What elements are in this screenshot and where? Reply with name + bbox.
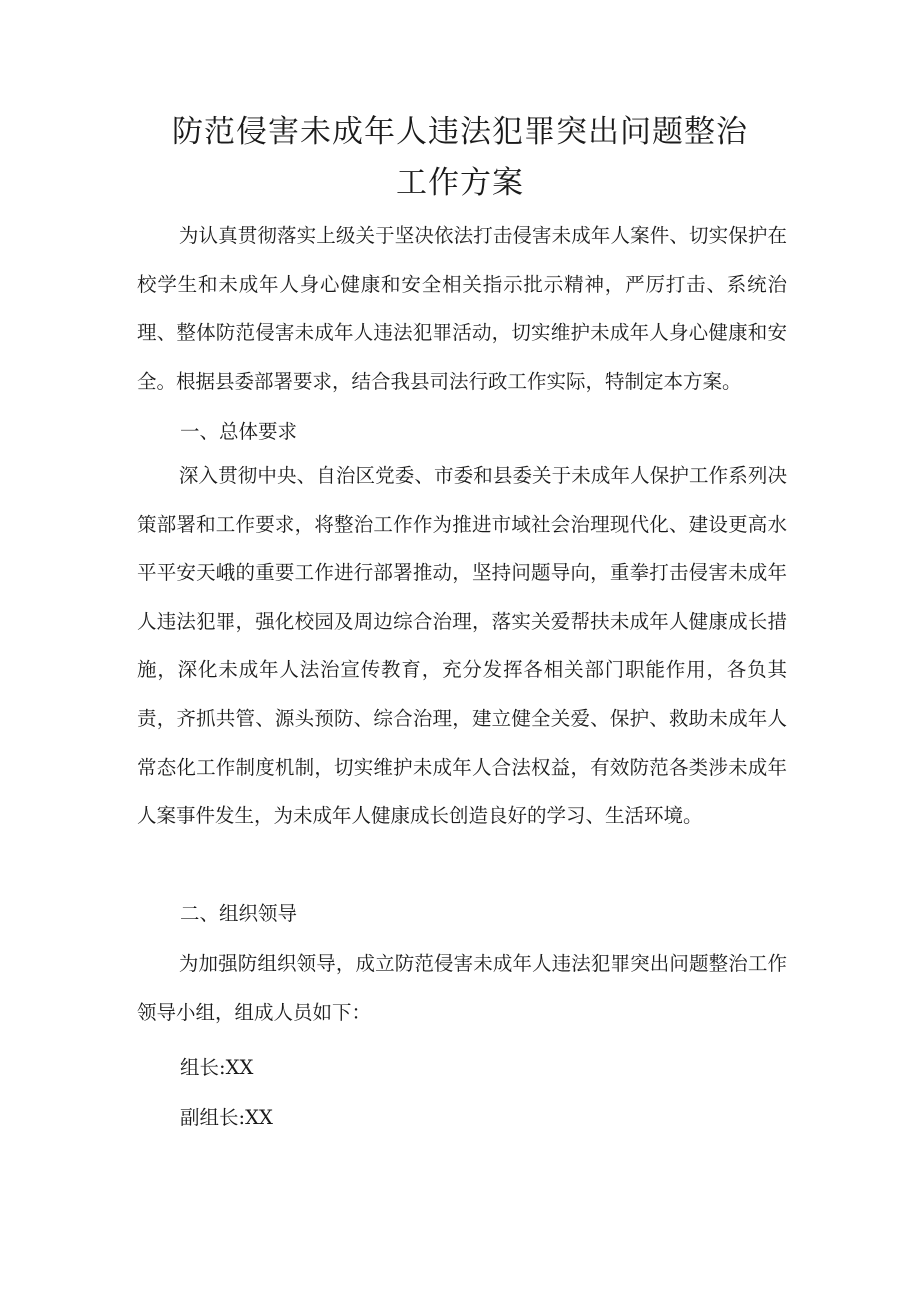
section1-heading: 一、总体要求 bbox=[180, 420, 298, 443]
document-title-line2: 工作方案 bbox=[396, 165, 524, 201]
intro-paragraph: 为认真贯彻落实上级关于坚决依法打击侵害未成年人案件、切实保护在校学生和未成年人身心健康和安全相关指示批示精神，严厉打击、系统治理、整体防范侵害未成年人违法犯罪活动，切实维护未成年人身心健康和安全。根据县委部署要求，结合我县司法行政工作实际，特制定本方案。 bbox=[137, 224, 787, 393]
deputy-leader-line: 副组长:XX bbox=[180, 1106, 273, 1129]
group-leader-line: 组长:XX bbox=[180, 1056, 254, 1079]
document-title-line1: 防范侵害未成年人违法犯罪突出问题整治 bbox=[172, 114, 748, 150]
section2-body: 为加强防组织领导，成立防范侵害未成年人违法犯罪突出问题整治工作领导小组，组成人员如下： bbox=[137, 952, 787, 1024]
section1-body: 深入贯彻中央、自治区党委、市委和县委关于未成年人保护工作系列决策部署和工作要求，将整治工作作为推进市域社会治理现代化、建设更高水平平安天峨的重要工作进行部署推动，坚持问题导向，重拳打击侵害未成年人违法犯罪，强化校园及周边综合治理，落实关爱帮扶未成年人健康成长措施，深化未成年人法治宣传教育，充分发挥各相关部门职能作用，各负其责，齐抓共管、源头预防、综合治理，建立健全关爱、保护、救助未成年人常态化工作制度机制，切实维护未成年人合法权益，有效防范各类涉未成年人案事件发生，为未成年人健康成长创造良好的学习、生活环境。 bbox=[137, 464, 787, 828]
section2-heading: 二、组织领导 bbox=[180, 902, 298, 925]
